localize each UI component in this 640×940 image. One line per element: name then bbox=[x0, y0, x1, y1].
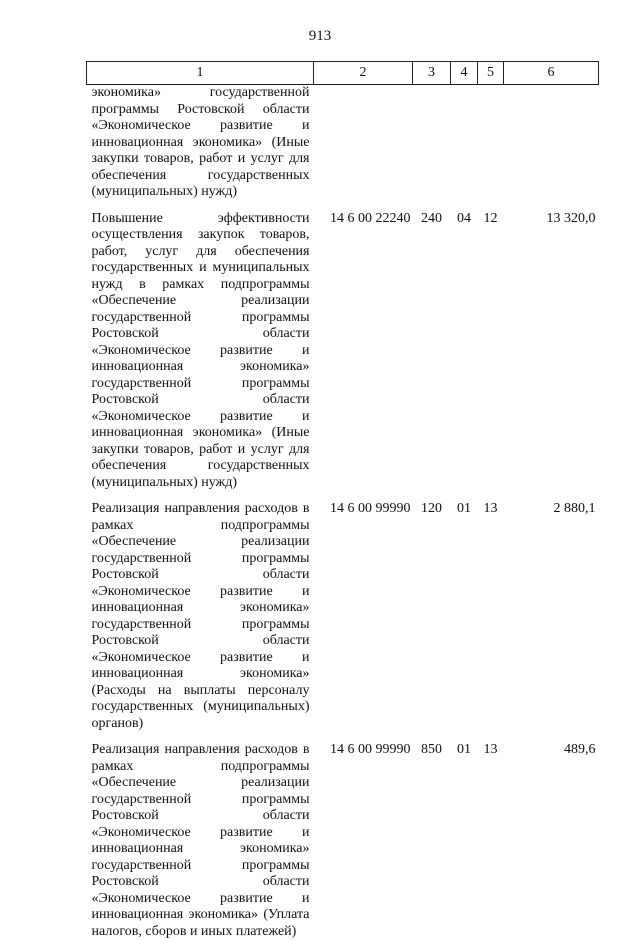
header-col-4: 4 bbox=[451, 62, 478, 85]
header-col-3: 3 bbox=[413, 62, 451, 85]
row-target-code bbox=[314, 85, 413, 201]
row-section: 04 bbox=[457, 210, 471, 226]
row-expense-type: 240 bbox=[421, 210, 442, 226]
table-row bbox=[87, 85, 599, 201]
table-header-row bbox=[87, 62, 599, 85]
row-description: экономика» государственной программы Ростовской области «Экономическое развитие и инновационная экономика» (Иные закупки товаров, работ и услуг для обеспечения государственных (муниципальных) нужд) bbox=[91, 85, 310, 199]
page-number: 913 bbox=[308, 28, 332, 44]
row-expense-type: 120 bbox=[421, 501, 442, 516]
row-target-code: 14 6 00 22240 bbox=[330, 210, 411, 226]
row-subsection: 13 bbox=[483, 742, 498, 757]
row-section bbox=[451, 85, 478, 201]
table-row bbox=[87, 732, 599, 940]
row-section: 01 bbox=[457, 501, 471, 516]
header-col-5: 5 bbox=[478, 62, 504, 85]
header-col-1: 1 bbox=[87, 62, 314, 85]
row-description: Реализация направления расходов в рамках подпрограммы «Обеспечение реализации государственной программы Ростовской области «Экономическое развитие и инновационная экономика» государственной программы Ростовской области «Экономическое развитие и инновационная экономика» (Расходы на выплаты персоналу государственных (муниципальных) органов) bbox=[91, 501, 310, 731]
row-target-code: 14 6 00 99990 bbox=[330, 501, 411, 516]
row-description: Реализация направления расходов в рамках подпрограммы «Обеспечение реализации государственной программы Ростовской области «Экономическое развитие и инновационная экономика» государственной программы Ростовской области «Экономическое развитие и инновационная экономика» (Уплата налогов, сборов и иных платежей) bbox=[91, 742, 310, 939]
table-row bbox=[87, 201, 599, 492]
header-col-6: 6 bbox=[504, 62, 599, 85]
row-amount: 13 320,0 bbox=[546, 210, 596, 226]
row-expense-type bbox=[413, 85, 451, 201]
row-expense-type: 850 bbox=[421, 742, 442, 757]
row-section: 01 bbox=[457, 742, 471, 757]
row-description: Повышение эффективности осуществления закупок товаров, работ, услуг для обеспечения государственных и муниципальных нужд в рамках подпрограммы «Обеспечение реализации государственной программы Ростовской области «Экономическое развитие и инновационная экономика» государственной программы Ростовской области «Экономическое развитие и инновационная экономика» (Иные закупки товаров, работ и услуг для обеспечения государственных (муниципальных) нужд) bbox=[91, 210, 310, 490]
row-amount bbox=[504, 85, 599, 201]
header-col-2: 2 bbox=[314, 62, 413, 85]
row-amount: 489,6 bbox=[564, 742, 596, 757]
row-subsection: 13 bbox=[483, 501, 498, 516]
row-subsection bbox=[478, 85, 504, 201]
budget-table bbox=[86, 61, 599, 940]
row-amount: 2 880,1 bbox=[553, 501, 596, 516]
table-row bbox=[87, 491, 599, 732]
row-target-code: 14 6 00 99990 bbox=[330, 742, 411, 757]
row-subsection: 12 bbox=[483, 210, 498, 226]
